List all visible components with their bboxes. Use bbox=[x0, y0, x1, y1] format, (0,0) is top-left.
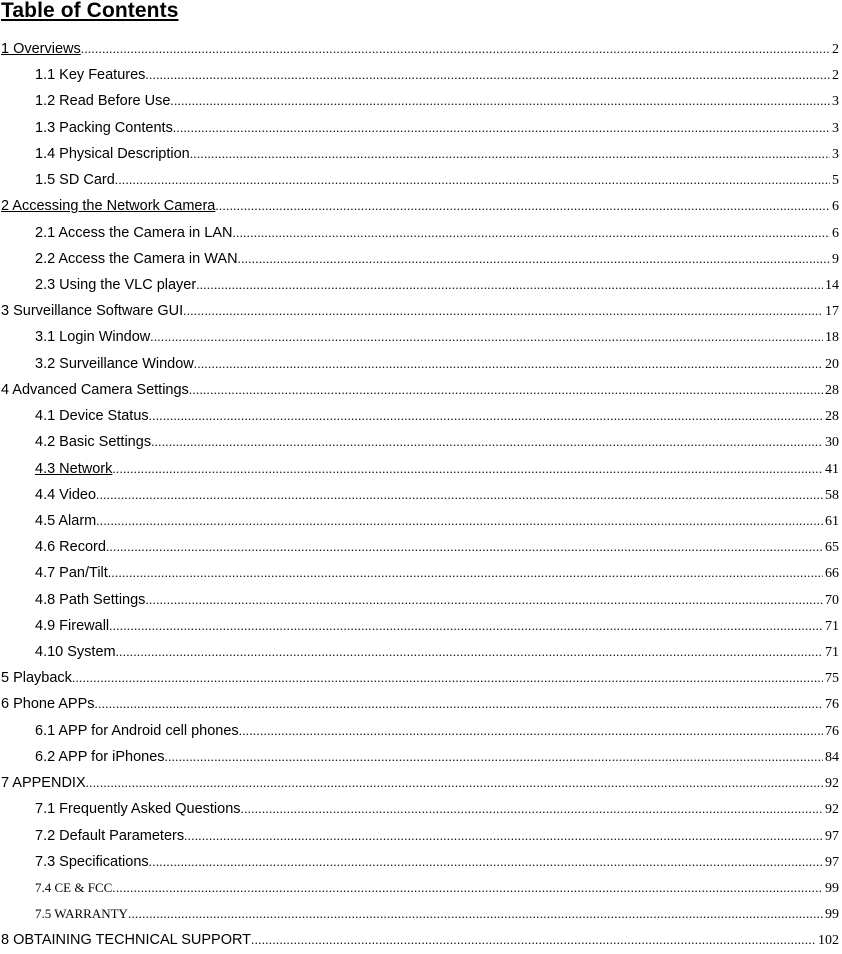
toc-entry-label[interactable]: 2.1 Access the Camera in LAN bbox=[35, 224, 233, 241]
toc-entry[interactable] bbox=[0, 141, 842, 167]
toc-page-number[interactable]: 92 bbox=[825, 802, 839, 818]
dot-leader bbox=[106, 534, 823, 560]
toc-page-number[interactable]: 66 bbox=[825, 566, 839, 582]
toc-entry-label[interactable]: 4.6 Record bbox=[35, 539, 106, 556]
dot-leader bbox=[72, 665, 823, 691]
toc-entry-label[interactable]: 3 Surveillance Software GUI bbox=[1, 303, 184, 320]
toc-entry[interactable] bbox=[0, 665, 842, 691]
toc-entry-label[interactable]: 3.2 Surveillance Window bbox=[35, 355, 194, 372]
toc-entry-label[interactable]: 4.8 Path Settings bbox=[35, 591, 146, 608]
dot-leader bbox=[96, 482, 823, 508]
dot-leader bbox=[128, 901, 823, 927]
dot-leader bbox=[251, 927, 816, 953]
toc-entry[interactable] bbox=[0, 927, 842, 953]
dot-leader bbox=[145, 587, 823, 613]
dot-leader bbox=[112, 875, 823, 901]
dot-leader bbox=[190, 141, 830, 167]
toc-list bbox=[0, 36, 842, 954]
toc-page-number[interactable]: 99 bbox=[825, 907, 839, 923]
toc-entry[interactable] bbox=[0, 534, 842, 560]
toc-entry[interactable] bbox=[0, 429, 842, 455]
toc-entry-label[interactable]: 4.4 Video bbox=[35, 486, 97, 503]
dot-leader bbox=[81, 36, 830, 62]
toc-entry[interactable] bbox=[0, 796, 842, 822]
toc-page-number[interactable]: 3 bbox=[832, 94, 839, 110]
dot-leader bbox=[183, 298, 823, 324]
dot-leader bbox=[115, 167, 830, 193]
dot-leader bbox=[95, 691, 823, 717]
toc-entry-label[interactable]: 2 Accessing the Network Camera bbox=[1, 198, 216, 215]
toc-entry-label[interactable]: 6.2 APP for iPhones bbox=[35, 748, 165, 765]
toc-entry[interactable] bbox=[0, 875, 842, 901]
dot-leader bbox=[238, 246, 830, 272]
toc-entry[interactable] bbox=[0, 220, 842, 246]
toc-entry[interactable] bbox=[0, 849, 842, 875]
dot-leader bbox=[109, 613, 823, 639]
toc-entry[interactable] bbox=[0, 718, 842, 744]
toc-entry-label[interactable]: 4 Advanced Camera Settings bbox=[1, 381, 189, 398]
dot-leader bbox=[196, 272, 823, 298]
toc-page-number[interactable]: 58 bbox=[825, 487, 839, 503]
toc-page-number[interactable]: 61 bbox=[825, 513, 839, 529]
toc-page-number[interactable]: 2 bbox=[832, 42, 839, 57]
toc-entry[interactable] bbox=[0, 691, 842, 717]
dot-leader bbox=[189, 377, 823, 403]
toc-page-number[interactable]: 3 bbox=[832, 146, 839, 162]
toc-entry[interactable] bbox=[0, 744, 842, 770]
toc-entry-label[interactable]: 1.4 Physical Description bbox=[35, 145, 190, 162]
toc-entry-label[interactable]: 4.5 Alarm bbox=[35, 512, 97, 529]
toc-entry[interactable] bbox=[0, 88, 842, 114]
toc-entry[interactable] bbox=[0, 193, 842, 219]
toc-entry-label[interactable]: 3.1 Login Window bbox=[35, 329, 151, 346]
toc-entry-label[interactable]: 6 Phone APPs bbox=[1, 696, 95, 713]
toc-entry[interactable] bbox=[0, 272, 842, 298]
toc-entry-label[interactable]: 1.3 Packing Contents bbox=[35, 119, 173, 136]
toc-page-number[interactable]: 6 bbox=[832, 225, 839, 241]
toc-page-number[interactable]: 18 bbox=[825, 330, 839, 346]
toc-entry[interactable] bbox=[0, 482, 842, 508]
toc-entry[interactable] bbox=[0, 246, 842, 272]
toc-page-number[interactable]: 75 bbox=[825, 671, 839, 687]
toc-page-number[interactable]: 41 bbox=[825, 461, 839, 477]
toc-entry[interactable] bbox=[0, 823, 842, 849]
toc-entry[interactable] bbox=[0, 403, 842, 429]
toc-entry-label[interactable]: 2.2 Access the Camera in WAN bbox=[35, 250, 238, 267]
toc-entry[interactable] bbox=[0, 456, 842, 482]
toc-entry[interactable] bbox=[0, 639, 842, 665]
toc-page-number[interactable]: 102 bbox=[818, 933, 839, 949]
toc-page-number[interactable]: 92 bbox=[825, 776, 839, 792]
toc-entry-label[interactable]: 4.3 Network bbox=[35, 460, 113, 477]
toc-entry-label[interactable]: 5 Playback bbox=[1, 670, 72, 687]
dot-leader bbox=[241, 796, 823, 822]
toc-page-number[interactable]: 17 bbox=[825, 304, 839, 320]
page-title: Table of Contents bbox=[1, 0, 179, 22]
dot-leader bbox=[149, 403, 823, 429]
dot-leader bbox=[184, 823, 823, 849]
dot-leader bbox=[145, 62, 830, 88]
dot-leader bbox=[149, 849, 823, 875]
toc-entry-label[interactable]: 6.1 APP for Android cell phones bbox=[35, 722, 239, 739]
toc-entry-label[interactable]: 2.3 Using the VLC player bbox=[35, 276, 197, 293]
toc-entry-label[interactable]: 1.1 Key Features bbox=[35, 67, 146, 84]
toc-entry-label[interactable]: 7.2 Default Parameters bbox=[35, 827, 185, 844]
dot-leader bbox=[108, 560, 823, 586]
toc-entry-label[interactable]: 1.2 Read Before Use bbox=[35, 93, 171, 110]
toc-entry[interactable] bbox=[0, 298, 842, 324]
dot-leader bbox=[151, 429, 823, 455]
dot-leader bbox=[194, 351, 823, 377]
toc-entry-label[interactable]: 1 Overviews bbox=[1, 41, 81, 57]
toc-page-number[interactable]: 9 bbox=[832, 251, 839, 267]
toc-page-number[interactable]: 71 bbox=[825, 645, 839, 661]
dot-leader bbox=[239, 718, 823, 744]
toc-entry-label[interactable]: 7.4 CE & FCC bbox=[35, 880, 113, 895]
toc-page-number[interactable]: 28 bbox=[825, 409, 839, 425]
dot-leader bbox=[116, 639, 823, 665]
toc-entry[interactable] bbox=[0, 115, 842, 141]
dot-leader bbox=[232, 220, 830, 246]
toc-entry-label[interactable]: 4.7 Pan/Tilt bbox=[35, 565, 108, 582]
toc-entry[interactable] bbox=[0, 770, 842, 796]
toc-entry[interactable] bbox=[0, 36, 842, 62]
dot-leader bbox=[86, 770, 823, 796]
toc-entry-label[interactable]: 7.1 Frequently Asked Questions bbox=[35, 801, 241, 818]
toc-entry[interactable] bbox=[0, 62, 842, 88]
toc-page-number[interactable]: 84 bbox=[825, 749, 839, 765]
toc-entry[interactable] bbox=[0, 613, 842, 639]
toc-entry-label[interactable]: 7 APPENDIX bbox=[1, 775, 86, 792]
toc-entry[interactable] bbox=[0, 377, 842, 403]
toc-entry[interactable] bbox=[0, 508, 842, 534]
toc-entry[interactable] bbox=[0, 324, 842, 350]
toc-page-number[interactable]: 99 bbox=[825, 881, 839, 896]
toc-page-number[interactable]: 65 bbox=[825, 540, 839, 556]
toc-page-number[interactable]: 30 bbox=[825, 435, 839, 451]
toc-entry-label[interactable]: 4.1 Device Status bbox=[35, 408, 149, 425]
toc-page-number[interactable]: 97 bbox=[825, 854, 839, 870]
toc-page-number[interactable]: 76 bbox=[825, 723, 839, 739]
toc-entry[interactable] bbox=[0, 901, 842, 927]
toc-page-number[interactable]: 97 bbox=[825, 828, 839, 844]
toc-entry[interactable] bbox=[0, 587, 842, 613]
toc-page-number[interactable]: 71 bbox=[825, 618, 839, 634]
toc-page-number[interactable]: 20 bbox=[825, 356, 839, 372]
toc-page-number[interactable]: 6 bbox=[832, 199, 839, 215]
toc-entry-label[interactable]: 1.5 SD Card bbox=[35, 172, 115, 189]
dot-leader bbox=[150, 324, 823, 350]
toc-page-number[interactable]: 70 bbox=[825, 592, 839, 608]
toc-page-number[interactable]: 3 bbox=[832, 120, 839, 136]
dot-leader bbox=[173, 115, 830, 141]
toc-entry-label[interactable]: 4.10 System bbox=[35, 644, 116, 661]
toc-entry-label[interactable]: 8 OBTAINING TECHNICAL SUPPORT bbox=[1, 932, 252, 949]
toc-entry-label[interactable]: 7.5 WARRANTY bbox=[35, 906, 128, 922]
dot-leader bbox=[215, 193, 830, 219]
toc-entry-label[interactable]: 7.3 Specifications bbox=[35, 853, 149, 870]
toc-page-number[interactable]: 14 bbox=[825, 277, 839, 293]
toc-entry[interactable] bbox=[0, 167, 842, 193]
toc-page-number[interactable]: 76 bbox=[825, 697, 839, 713]
toc-page-number[interactable]: 28 bbox=[825, 382, 839, 398]
toc-page-number[interactable]: 5 bbox=[832, 173, 839, 189]
dot-leader bbox=[112, 456, 823, 482]
toc-entry-label[interactable]: 4.9 Firewall bbox=[35, 617, 110, 634]
dot-leader bbox=[170, 88, 830, 114]
toc-entry-label[interactable]: 4.2 Basic Settings bbox=[35, 434, 152, 451]
dot-leader bbox=[96, 508, 823, 534]
toc-page-number[interactable]: 2 bbox=[832, 68, 839, 84]
toc-entry[interactable] bbox=[0, 560, 842, 586]
dot-leader bbox=[165, 744, 823, 770]
toc-entry[interactable] bbox=[0, 351, 842, 377]
